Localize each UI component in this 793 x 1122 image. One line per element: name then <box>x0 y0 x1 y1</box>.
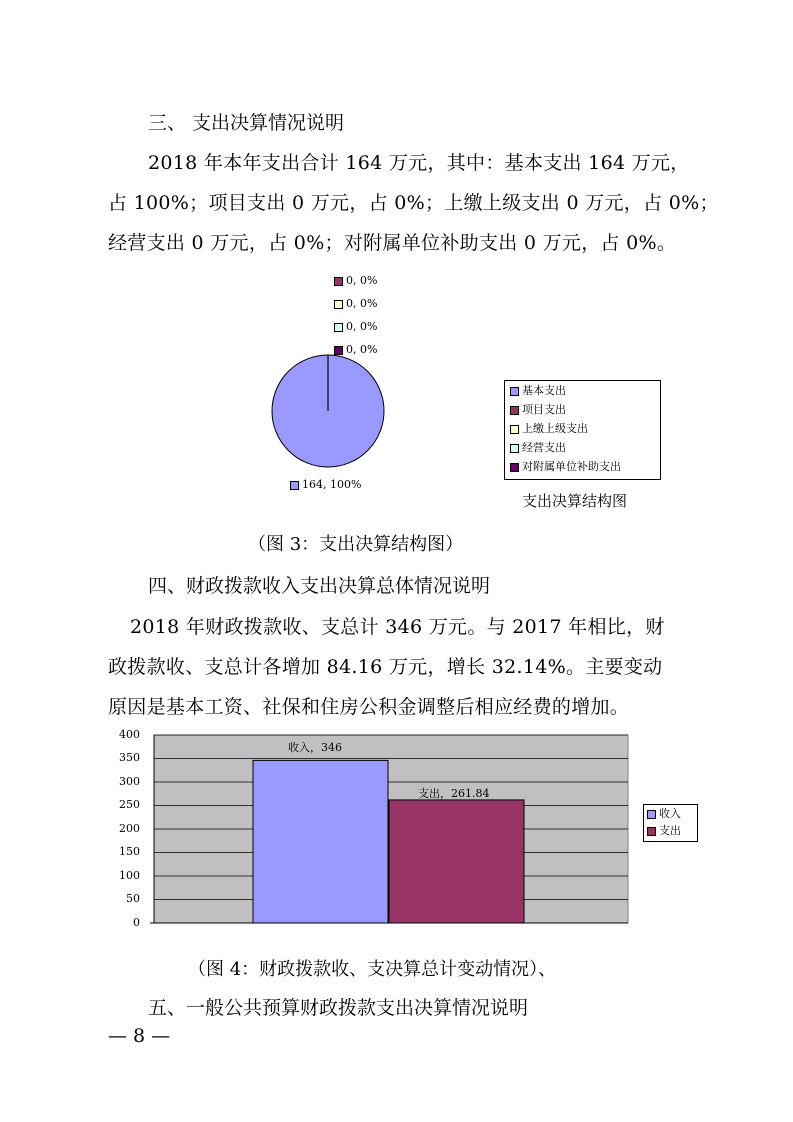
legend-swatch <box>647 827 656 836</box>
pie-label-swatch-project <box>334 277 343 286</box>
section5-heading: 五、一般公共预算财政拨款支出决算情况说明 <box>148 997 529 1019</box>
legend-item <box>510 400 660 419</box>
y-tick-label: 200 <box>119 822 140 835</box>
pie-label-swatch-operation <box>334 323 343 332</box>
pie-legend <box>504 380 661 480</box>
figure3-caption: （图 3：支出决算结构图） <box>248 534 464 555</box>
y-tick-label: 300 <box>119 775 140 788</box>
section3-line-2: 占 100%；项目支出 0 万元，占 0%；上缴上级支出 0 万元，占 0%； <box>108 192 719 214</box>
legend-label: 收入 <box>659 807 681 820</box>
pie-label-swatch-upper <box>334 300 343 309</box>
pie-label-operation: 0, 0% <box>346 320 378 333</box>
pie-label-row <box>334 320 377 333</box>
section3-heading: 三、 支出决算情况说明 <box>148 112 345 134</box>
section4-line-3: 原因是基本工资、社保和住房公积金调整后相应经费的增加。 <box>108 696 630 718</box>
section4-line-2: 政拨款收、支总计各增加 84.16 万元，增长 32.14%。主要变动 <box>108 656 663 678</box>
legend-label: 上缴上级支出 <box>522 422 588 435</box>
legend-swatch <box>647 810 656 819</box>
y-tick-label: 350 <box>119 751 140 764</box>
section4-line-1: 2018 年财政拨款收、支总计 346 万元。与 2017 年相比，财 <box>130 616 665 638</box>
legend-swatch <box>510 463 519 472</box>
legend-item <box>510 457 660 476</box>
pie-label-basic: 164, 100% <box>302 478 362 491</box>
pie-label-row <box>334 274 377 287</box>
legend-swatch <box>510 444 519 453</box>
legend-swatch <box>510 406 519 415</box>
section3-line-1: 2018 年本年支出合计 164 万元，其中：基本支出 164 万元， <box>148 152 690 174</box>
y-tick-label: 150 <box>119 845 140 858</box>
y-tick-label: 250 <box>119 798 140 811</box>
legend-item <box>647 822 697 839</box>
y-tick-label: 400 <box>119 728 140 741</box>
legend-label: 基本支出 <box>522 384 566 397</box>
y-tick-label: 100 <box>119 869 140 882</box>
page-number: — 8 — <box>108 1025 171 1047</box>
pie-label-row <box>334 297 377 310</box>
legend-swatch <box>510 425 519 434</box>
bar-expense <box>389 800 524 923</box>
legend-label: 对附属单位补助支出 <box>522 460 621 473</box>
legend-item <box>510 438 660 457</box>
y-tick-label: 0 <box>133 916 140 929</box>
pie-label-row <box>290 478 361 491</box>
figure4-caption: （图 4：财政拨款收、支决算总计变动情况）、 <box>188 959 557 980</box>
pie-label-swatch-basic <box>290 481 299 490</box>
legend-swatch <box>510 387 519 396</box>
pie-label-subsidy: 0, 0% <box>346 343 378 356</box>
bar-income <box>253 760 388 923</box>
pie-label-project: 0, 0% <box>346 274 378 287</box>
pie-label-swatch-subsidy <box>334 346 343 355</box>
legend-label: 项目支出 <box>522 403 566 416</box>
bar-chart <box>110 728 700 940</box>
pie-chart-area <box>118 268 678 520</box>
pie-label-row <box>334 343 377 356</box>
legend-item <box>647 805 697 822</box>
pie-chart-title: 支出决算结构图 <box>522 492 628 510</box>
legend-item <box>510 381 660 400</box>
y-tick-label: 50 <box>126 892 140 905</box>
pie-label-upper: 0, 0% <box>346 297 378 310</box>
bar-label-income: 收入，346 <box>288 741 342 754</box>
legend-label: 支出 <box>659 824 681 837</box>
section4-heading: 四、财政拨款收入支出决算总体情况说明 <box>148 575 491 597</box>
section3-line-3: 经营支出 0 万元，占 0%；对附属单位补助支出 0 万元，占 0%。 <box>108 232 677 254</box>
legend-item <box>510 419 660 438</box>
legend-label: 经营支出 <box>522 441 566 454</box>
bar-chart-area <box>110 728 700 940</box>
bar-legend <box>643 804 698 842</box>
bar-label-expense: 支出，261.84 <box>418 787 490 800</box>
